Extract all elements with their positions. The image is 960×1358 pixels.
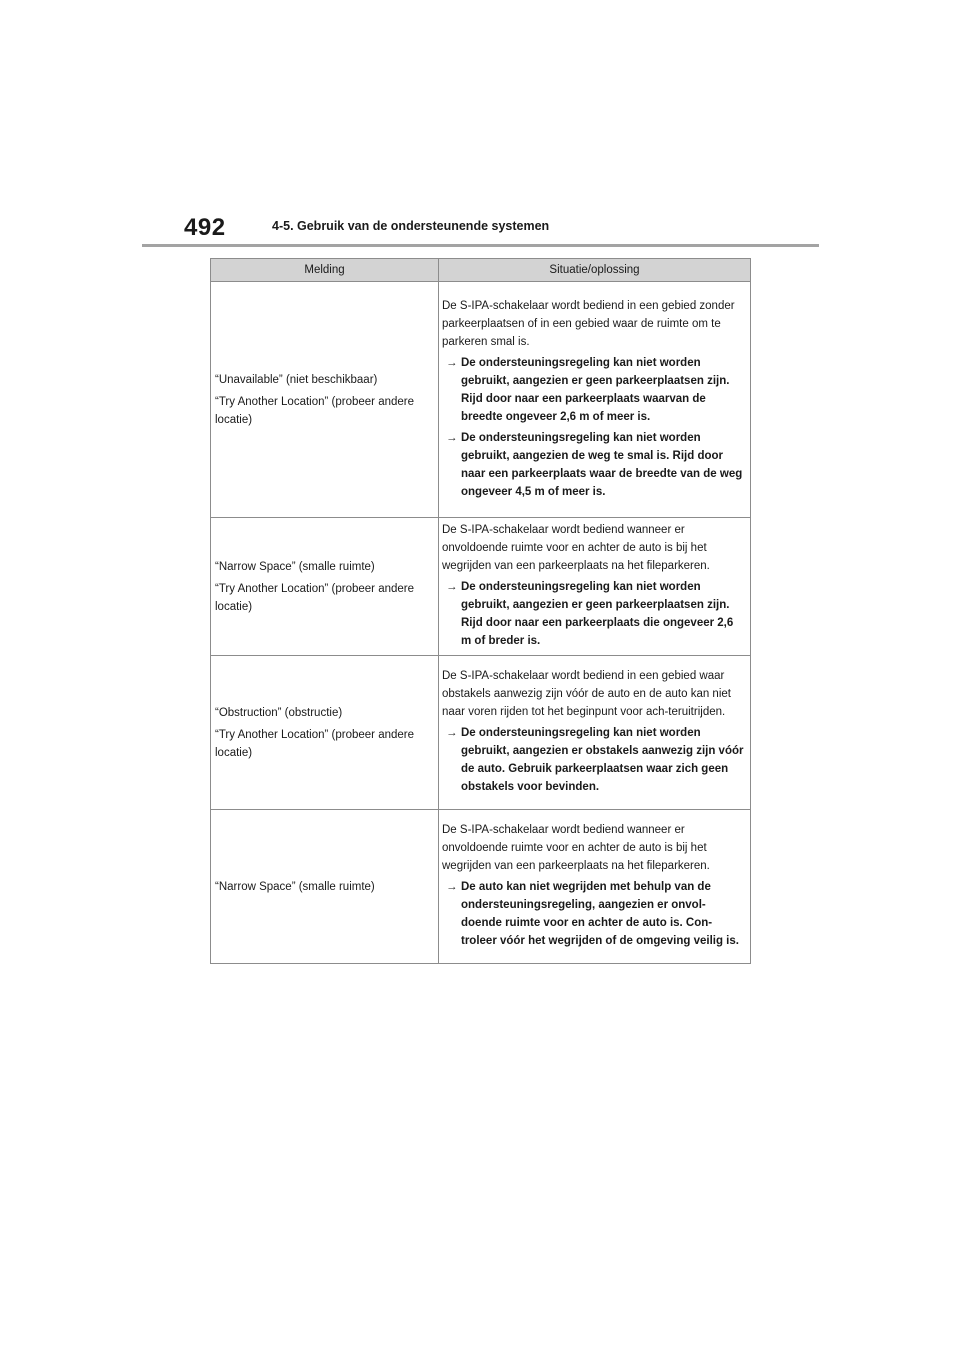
message-text: “Unavailable” (niet beschikbaar) bbox=[215, 373, 378, 386]
message-cell bbox=[211, 282, 439, 518]
section-title: 4-5. Gebruik van de ondersteunende systemen bbox=[272, 219, 550, 233]
situation-text: De S-IPA-schakelaar wordt bediend wanneer er onvoldoende ruimte voor en achter de auto is bij het wegrijden van een parkeerplaats na het fileparkeren. bbox=[442, 524, 710, 572]
situation-text: De S-IPA-schakelaar wordt bediend wanneer er onvoldoende ruimte voor en achter de auto is bij het wegrijden van een parkeerplaats na het fileparkeren. bbox=[442, 824, 710, 872]
column-header-situatie: Situatie/oplossing bbox=[439, 259, 751, 282]
situation-text: De S-IPA-schakelaar wordt bediend in een gebied zonder parkeerplaatsen of in een gebied waar de ruimte om te parkeren smal is. bbox=[442, 299, 735, 348]
message-cell bbox=[211, 518, 439, 656]
message-table bbox=[210, 258, 751, 964]
message-text: “Try Another Location” (probeer andere locatie) bbox=[215, 582, 415, 613]
message-text: “Narrow Space” (smalle ruimte) bbox=[215, 880, 375, 893]
table-row bbox=[211, 810, 751, 964]
table-row bbox=[211, 518, 751, 656]
message-text: “Obstruction” (obstructie) bbox=[215, 706, 343, 719]
message-text: “Try Another Location” (probeer andere locatie) bbox=[215, 395, 415, 426]
right-arrow-icon: → bbox=[446, 881, 458, 893]
remedy-item bbox=[442, 878, 746, 950]
remedy-text: De ondersteuningsregeling kan niet worden gebruikt, aangezien er geen parkeerplaatsen zijn. Rijd door naar een parkeerplaats die ongeveer 2,6 m of breder is. bbox=[461, 581, 734, 647]
situation-cell bbox=[439, 282, 751, 518]
header-divider bbox=[142, 244, 819, 247]
situation-cell bbox=[439, 518, 751, 656]
table-row bbox=[211, 282, 751, 518]
right-arrow-icon: → bbox=[446, 356, 458, 369]
situation-cell bbox=[439, 656, 751, 810]
situation-text: De S-IPA-schakelaar wordt bediend in een gebied waar obstakels aanwezig zijn vóór de auto en de auto kan niet naar voren rijden tot het beginpunt voor ach-teruitrijden. bbox=[442, 670, 731, 718]
column-header-melding: Melding bbox=[211, 259, 439, 282]
right-arrow-icon: → bbox=[446, 431, 458, 444]
page-number: 492 bbox=[184, 214, 226, 241]
remedy-item bbox=[442, 724, 746, 796]
right-arrow-icon: → bbox=[446, 581, 458, 593]
right-arrow-icon: → bbox=[446, 727, 458, 739]
page-header bbox=[142, 210, 819, 246]
message-cell bbox=[211, 810, 439, 964]
remedy-item bbox=[442, 429, 746, 501]
remedy-item bbox=[442, 578, 746, 650]
message-cell bbox=[211, 656, 439, 810]
situation-cell bbox=[439, 810, 751, 964]
remedy-text: De auto kan niet wegrijden met behulp van de ondersteuningsregeling, aangezien er onvol-doende ruimte voor en achter de auto is. Con-troleer vóór het wegrijden of de omgeving veilig is. bbox=[461, 881, 739, 947]
table-row bbox=[211, 656, 751, 810]
message-text: “Narrow Space” (smalle ruimte) bbox=[215, 560, 375, 573]
remedy-text: De ondersteuningsregeling kan niet worden gebruikt, aangezien de weg te smal is. Rijd door naar een parkeerplaats waar de breedte van de weg ongeveer 4,5 m of meer is. bbox=[461, 431, 743, 498]
table-header-row bbox=[211, 259, 751, 282]
remedy-text: De ondersteuningsregeling kan niet worden gebruikt, aangezien er obstakels aanwezig zijn vóór de auto. Gebruik parkeerplaatsen waar zich geen obstakels voor bevinden. bbox=[461, 727, 744, 793]
remedy-text: De ondersteuningsregeling kan niet worden gebruikt, aangezien er geen parkeerplaatsen zijn. Rijd door naar een parkeerplaats waarvan de breedte ongeveer 2,6 m of meer is. bbox=[461, 356, 730, 423]
remedy-item bbox=[442, 354, 746, 426]
message-text: “Try Another Location” (probeer andere locatie) bbox=[215, 728, 415, 759]
